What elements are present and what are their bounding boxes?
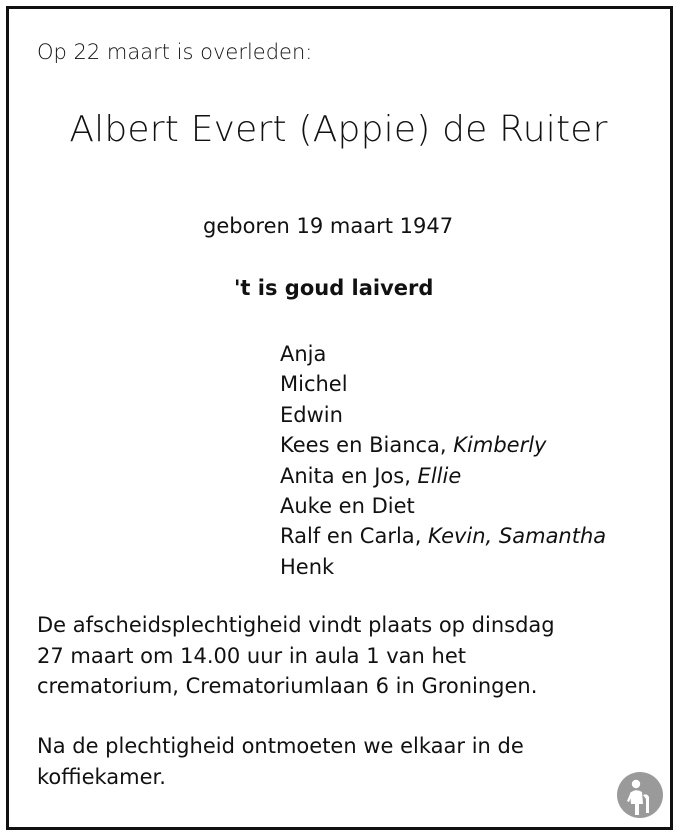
mourning-figure-icon: [616, 771, 664, 819]
ceremony-line: crematorium, Crematoriumlaan 6 in Groningen.: [37, 674, 538, 698]
deceased-name: Albert Evert (Appie) de Ruiter: [69, 109, 608, 150]
family-member: Ralf en Carla, Kevin, Samantha: [280, 524, 607, 549]
family-member: Anita en Jos, Ellie: [280, 463, 462, 488]
ceremony-line: De afscheidsplechtigheid vindt plaats op dinsdag: [37, 613, 555, 637]
family-member: Edwin: [280, 402, 343, 427]
family-member: Henk: [280, 554, 335, 579]
death-announcement-intro: Op 22 maart is overleden:: [37, 40, 313, 64]
family-member: Auke en Diet: [280, 493, 415, 518]
family-member: Kees en Bianca, Kimberly: [280, 433, 547, 458]
birth-date: geboren 19 maart 1947: [203, 214, 454, 238]
closing-line: Na de plechtigheid ontmoeten we elkaar in de: [37, 734, 524, 758]
family-list: [280, 339, 606, 582]
family-member: Michel: [280, 372, 348, 397]
ceremony-line: 27 maart om 14.00 uur in aula 1 van het: [37, 643, 466, 668]
family-member: Anja: [280, 342, 327, 366]
ceremony-details: [37, 610, 555, 702]
motto: 't is goud laiverd: [234, 276, 434, 300]
closing-line: koffiekamer.: [37, 764, 166, 789]
closing-note: [37, 731, 524, 792]
